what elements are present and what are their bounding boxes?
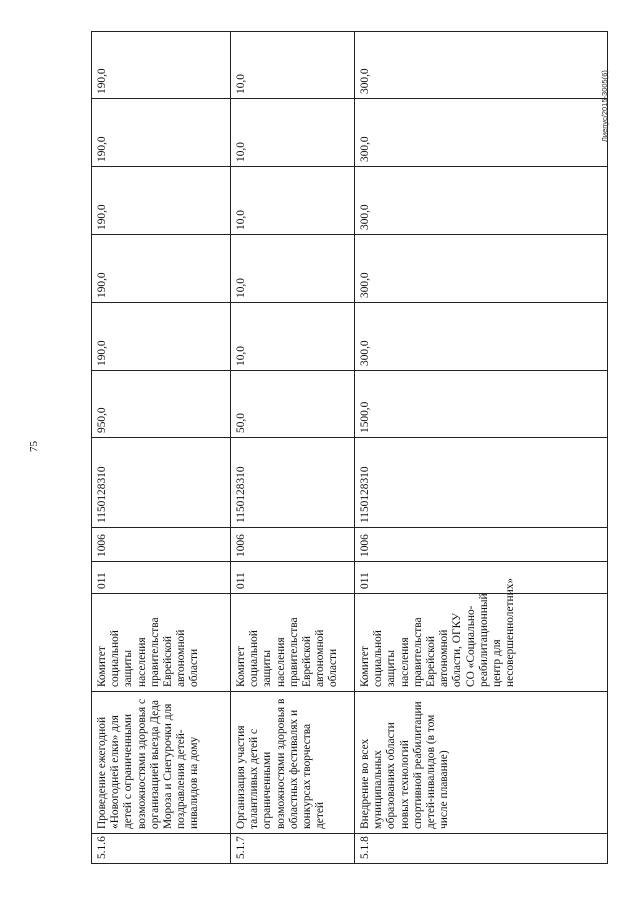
executor-cell: Комитет социальной защиты населения правительства Еврейской автономной области	[231, 594, 355, 692]
budget-table	[91, 31, 608, 864]
year-cell: 10,0	[231, 303, 355, 371]
table-row	[355, 32, 608, 864]
year-cell: 300,0	[355, 303, 608, 371]
year-cell: 300,0	[355, 167, 608, 235]
page-number: 75	[28, 441, 40, 452]
row-number: 5.1.8	[355, 834, 608, 864]
year-cell: 10,0	[231, 235, 355, 303]
rzpr-cell: 1006	[231, 528, 355, 562]
total-cell: 50,0	[231, 371, 355, 438]
table-row	[92, 32, 231, 864]
row-number: 5.1.6	[92, 834, 231, 864]
year-cell: 10,0	[231, 167, 355, 235]
grbs-cell: 011	[231, 562, 355, 594]
grbs-cell: 011	[92, 562, 231, 594]
year-cell: 10,0	[231, 99, 355, 167]
executor-cell: Комитет социальной защиты населения правительства Еврейской автономной области, ОГКУ СО «Социально-реабилитационный центр для несовершеннолетних»	[355, 594, 608, 692]
activity-cell: Проведение ежегодной «Новогодней елки» для детей с ограниченными возможностями здоровья с организацией выезда Деда Мороза и Снегурочки для поздравления детей-инвалидов на дому	[92, 692, 231, 834]
table-row	[231, 32, 355, 864]
year-cell: 190,0	[92, 303, 231, 371]
rzpr-cell: 1006	[355, 528, 608, 562]
total-cell: 1500,0	[355, 371, 608, 438]
csr-cell: 1150128310	[355, 438, 608, 528]
activity-cell: Организация участия талантливых детей с ограниченными возможностями здоровья в областных фестивалях и конкурсах творчества детей	[231, 692, 355, 834]
grbs-cell: 011	[355, 562, 608, 594]
executor-cell: Комитет социальной защиты населения правительства Еврейской автономной области	[92, 594, 231, 692]
year-cell: 300,0	[355, 235, 608, 303]
year-cell: 300,0	[355, 32, 608, 99]
row-number: 5.1.7	[231, 834, 355, 864]
year-cell: 190,0	[92, 99, 231, 167]
year-cell: 190,0	[92, 235, 231, 303]
year-cell: 10,0	[231, 32, 355, 99]
document-stamp: Лиепус/2015-3005(6)	[600, 70, 609, 142]
total-cell: 950,0	[92, 371, 231, 438]
activity-cell: Внедрение во всех муниципальных образованиях области новых технологий спортивной реабилитации детей-инвалидов (в том числе плавание)	[355, 692, 608, 834]
year-cell: 300,0	[355, 99, 608, 167]
rzpr-cell: 1006	[92, 528, 231, 562]
year-cell: 190,0	[92, 32, 231, 99]
csr-cell: 1150128310	[92, 438, 231, 528]
year-cell: 190,0	[92, 167, 231, 235]
rotated-table-container	[91, 32, 607, 864]
csr-cell: 1150128310	[231, 438, 355, 528]
